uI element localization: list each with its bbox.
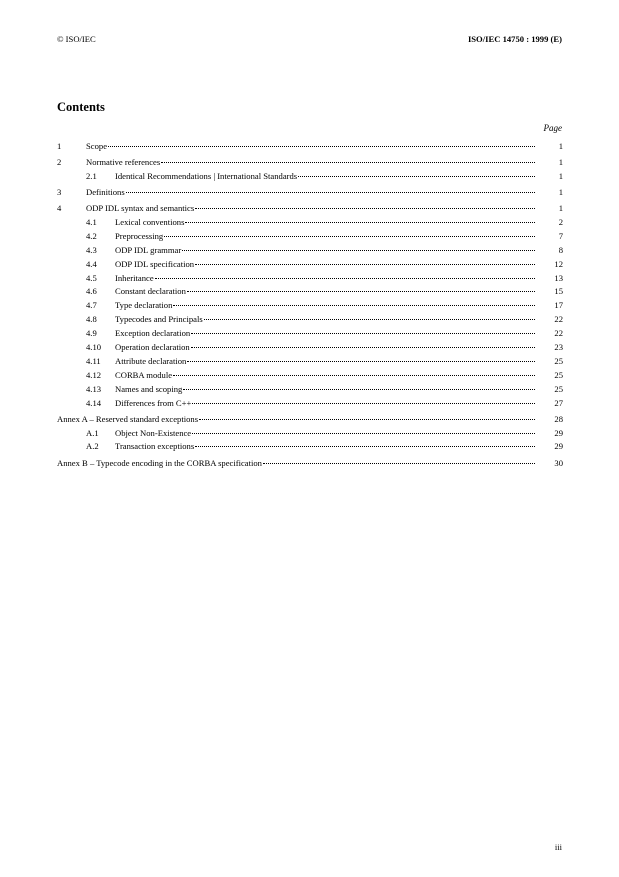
toc-page: 1: [558, 141, 563, 151]
dot-leader: [191, 347, 535, 348]
toc-entry-4-11[interactable]: [57, 356, 563, 370]
page-number: iii: [554, 842, 562, 852]
toc-title: Attribute declaration: [115, 355, 187, 366]
toc-page: 29: [554, 441, 563, 452]
toc-title: Exception declaration: [115, 328, 191, 339]
toc-title: Names and scoping: [115, 383, 183, 394]
toc-number: 4.8: [86, 314, 97, 325]
toc-number: 2.1: [86, 170, 97, 181]
toc-number: A.1: [86, 427, 99, 438]
toc-title: Transaction exceptions: [115, 441, 195, 452]
toc-title: Lexical conventions: [115, 217, 185, 228]
dot-leader: [195, 264, 535, 265]
toc-page: 15: [554, 286, 563, 297]
dot-leader: [195, 446, 535, 447]
toc-page: 1: [558, 170, 563, 181]
toc-page: 13: [554, 272, 563, 283]
toc-entry-annex-a[interactable]: [57, 414, 563, 428]
toc-number: 4.14: [86, 397, 102, 408]
toc-entry-2-1[interactable]: [57, 171, 563, 185]
toc-title: Scope: [86, 141, 108, 151]
toc-number: 4.11: [86, 355, 101, 366]
dot-leader: [108, 146, 535, 147]
toc-title: Constant declaration: [115, 286, 186, 297]
toc-page: 29: [554, 427, 563, 438]
toc-title: Operation declaration: [115, 342, 190, 353]
header-left: © ISO/IEC: [57, 34, 96, 44]
toc-entry-4-10[interactable]: [57, 342, 563, 356]
toc-entry-4-1[interactable]: [57, 217, 563, 231]
toc-title: ODP IDL syntax and semantics: [86, 203, 195, 214]
dot-leader: [155, 278, 535, 279]
toc-page: 12: [554, 258, 563, 269]
toc-title: Annex A – Reserved standard exceptions: [57, 413, 199, 424]
toc-title: ODP IDL specification: [115, 258, 195, 269]
toc-page: 22: [554, 314, 563, 325]
table-of-contents: [57, 141, 563, 471]
toc-page: 25: [554, 355, 563, 366]
toc-title: ODP IDL grammar: [115, 244, 182, 255]
toc-entry-4-8[interactable]: [57, 314, 563, 328]
toc-number: 4.4: [86, 258, 97, 269]
toc-page: 7: [558, 230, 563, 241]
dot-leader: [173, 305, 535, 306]
dot-leader: [126, 192, 535, 193]
toc-page: 2: [558, 217, 563, 228]
toc-page: 22: [554, 328, 563, 339]
toc-title: Definitions: [86, 187, 125, 198]
dot-leader: [185, 222, 535, 223]
dot-leader: [173, 375, 535, 376]
toc-page: 23: [554, 342, 563, 353]
toc-entry-4-3[interactable]: [57, 245, 563, 259]
dot-leader: [187, 291, 535, 292]
toc-entry-4-13[interactable]: [57, 384, 563, 398]
toc-title: Typecodes and Principals: [115, 314, 203, 325]
toc-entry-annex-b[interactable]: [57, 458, 563, 472]
toc-number: 4.3: [86, 244, 97, 255]
toc-number: 4.13: [86, 383, 102, 394]
toc-entry-a-2[interactable]: [57, 441, 563, 455]
toc-number: 4.2: [86, 230, 97, 241]
toc-page: 8: [558, 244, 563, 255]
dot-leader: [195, 208, 535, 209]
dot-leader: [204, 319, 535, 320]
toc-number: 4.7: [86, 300, 97, 311]
toc-page: 1: [558, 187, 563, 198]
dot-leader: [191, 333, 535, 334]
toc-entry-4-12[interactable]: [57, 370, 563, 384]
toc-page: 17: [554, 300, 563, 311]
toc-page: 27: [554, 397, 563, 408]
toc-title: CORBA module: [115, 369, 173, 380]
toc-entry-4-7[interactable]: [57, 300, 563, 314]
dot-leader: [187, 361, 535, 362]
toc-entry-4-14[interactable]: [57, 398, 563, 412]
toc-page: 1: [558, 157, 563, 168]
toc-number: 4.12: [86, 369, 102, 380]
toc-title: Identical Recommendations | International Standards: [115, 170, 298, 181]
toc-entry-4-6[interactable]: [57, 286, 563, 300]
toc-number: A.2: [86, 441, 99, 452]
toc-title: Preprocessing: [115, 230, 164, 241]
toc-entry-a-1[interactable]: [57, 428, 563, 442]
contents-title: Contents: [57, 100, 105, 114]
dot-leader: [183, 389, 535, 390]
toc-number: 1: [57, 141, 62, 151]
dot-leader: [263, 463, 535, 464]
toc-number: 3: [57, 187, 62, 198]
toc-title: Object Non-Existence: [115, 427, 192, 438]
toc-number: 4.10: [86, 342, 102, 353]
toc-title: Type declaration: [115, 300, 173, 311]
toc-entry-2[interactable]: [57, 157, 563, 171]
toc-entry-4-5[interactable]: [57, 273, 563, 287]
toc-number: 4.5: [86, 272, 97, 283]
dot-leader: [182, 250, 535, 251]
header-right: ISO/IEC 14750 : 1999 (E): [467, 34, 562, 44]
toc-entry-4-9[interactable]: [57, 328, 563, 342]
dot-leader: [192, 403, 535, 404]
dot-leader: [199, 419, 535, 420]
dot-leader: [298, 176, 535, 177]
toc-number: 4: [57, 203, 62, 214]
toc-page: 28: [554, 413, 563, 424]
toc-entry-4[interactable]: [57, 203, 563, 217]
toc-title: Differences from C++: [115, 397, 192, 408]
toc-title: Normative references: [86, 157, 161, 168]
toc-title: Inheritance: [115, 272, 154, 283]
toc-entry-4-2[interactable]: [57, 231, 563, 245]
dot-leader: [161, 162, 535, 163]
toc-page: 30: [554, 457, 563, 468]
toc-entry-3[interactable]: [57, 187, 563, 201]
page-column-label: Page: [543, 123, 562, 133]
toc-entry-4-4[interactable]: [57, 259, 563, 273]
toc-page: 25: [554, 369, 563, 380]
toc-number: 4.6: [86, 286, 97, 297]
toc-entry-1[interactable]: [57, 141, 563, 155]
toc-page: 25: [554, 383, 563, 394]
toc-number: 4.1: [86, 217, 97, 228]
dot-leader: [192, 433, 535, 434]
toc-number: 2: [57, 157, 62, 168]
toc-number: 4.9: [86, 328, 97, 339]
dot-leader: [164, 236, 535, 237]
toc-title: Annex B – Typecode encoding in the CORBA specification: [57, 457, 262, 468]
toc-page: 1: [558, 203, 563, 214]
